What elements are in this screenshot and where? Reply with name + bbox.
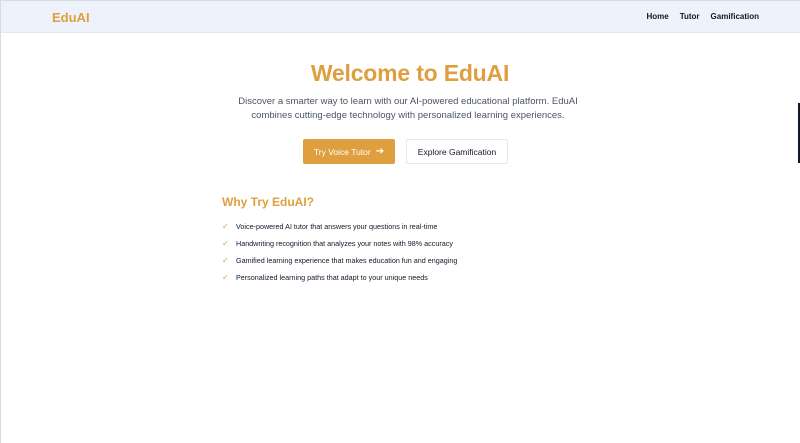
feature-text: Handwriting recognition that analyzes your notes with 98% accuracy [236, 239, 453, 248]
feature-item [222, 235, 457, 252]
check-icon: ✓ [222, 238, 229, 248]
why-section-title: Why Try EduAI? [222, 195, 315, 209]
feature-text: Personalized learning paths that adapt to your unique needs [236, 273, 428, 282]
nav-link-home[interactable]: Home [646, 12, 669, 21]
arrow-right-icon: ➔ [375, 145, 385, 157]
nav-link-tutor[interactable]: Tutor [679, 12, 700, 21]
hero-subtitle-line-2: combines cutting-edge technology with personalized learning experiences. [251, 110, 565, 121]
hero-subtitle [0, 95, 800, 123]
explore-gamification-button[interactable] [406, 139, 508, 164]
feature-text: Gamified learning experience that makes education fun and engaging [236, 256, 458, 265]
nav-link-gamification[interactable]: Gamification [710, 12, 759, 21]
try-voice-tutor-button[interactable] [303, 139, 395, 164]
hero-subtitle-line-1: Discover a smarter way to learn with our AI-powered educational platform. EduAI [238, 96, 578, 107]
brand-logo[interactable]: EduAI [52, 10, 90, 25]
check-icon: ✓ [222, 221, 229, 231]
feature-item [222, 218, 457, 235]
feature-item [222, 269, 457, 286]
check-icon: ✓ [222, 255, 229, 265]
feature-text: Voice-powered AI tutor that answers your questions in real-time [236, 222, 438, 231]
feature-item [222, 252, 457, 269]
top-nav [646, 12, 759, 21]
hero-title: Welcome to EduAI [310, 60, 510, 86]
explore-gamification-label: Explore Gamification [417, 146, 497, 157]
check-icon: ✓ [222, 272, 229, 282]
try-voice-tutor-label: Try Voice Tutor [313, 146, 371, 157]
feature-list [222, 218, 457, 286]
top-header [1, 1, 800, 33]
